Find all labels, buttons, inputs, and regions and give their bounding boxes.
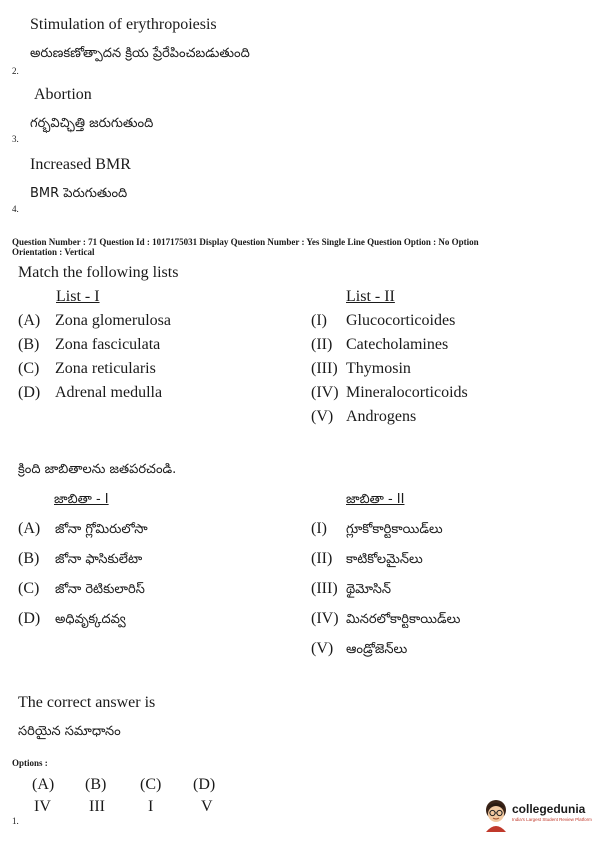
list1-key: (D) — [18, 384, 41, 401]
list1-key: (A) — [18, 312, 41, 329]
option-number: 1. — [12, 816, 19, 826]
list1-heading: List - I — [56, 288, 100, 305]
logo-name: collegedunia — [512, 802, 586, 816]
list1-key-te: (D) — [18, 610, 41, 627]
list2-item-te: ఆండ్రోజెన్‌లు — [346, 642, 408, 657]
student-mascot-icon — [482, 798, 510, 834]
list2-item-te: గ్లూకోకార్టికాయిడ్‌లు — [346, 522, 443, 537]
question-title-te: క్రింది జాబితాలను జతపరచండి. — [18, 462, 177, 477]
list1-item: Adrenal medulla — [55, 384, 163, 401]
option-value: V — [201, 798, 213, 815]
prev-option-number: 3. — [12, 134, 19, 144]
prev-option-en: Abortion — [34, 86, 92, 103]
options-label: Options : — [12, 758, 48, 768]
question-meta-line: Question Number : 71 Question Id : 1017175031 Display Question Number : Yes Single Line Question Option : No Option — [12, 237, 479, 247]
question-title: Match the following lists — [18, 264, 179, 281]
option-column-header: (D) — [193, 776, 216, 793]
list2-item-te: థైమోసిన్ — [346, 582, 391, 597]
list2-key-te: (III) — [311, 580, 338, 597]
list1-key-te: (B) — [18, 550, 40, 567]
list1-item: Zona fasciculata — [55, 336, 161, 353]
list1-key: (C) — [18, 360, 40, 377]
prev-option-te: BMR పెరుగుతుంది — [30, 186, 128, 201]
list2-key: (V) — [311, 408, 334, 425]
list2-item: Androgens — [346, 408, 417, 425]
list2-item: Catecholamines — [346, 336, 449, 353]
list2-key-te: (II) — [311, 550, 333, 567]
list2-item-te: కాటికోలమైన్‌లు — [346, 552, 423, 567]
list2-key: (I) — [311, 312, 327, 329]
option-value: I — [148, 798, 154, 815]
list2-key: (II) — [311, 336, 333, 353]
list1-key-te: (C) — [18, 580, 40, 597]
list1-item: Zona reticularis — [55, 360, 156, 377]
list2-key-te: (V) — [311, 640, 334, 657]
list2-item: Mineralocorticoids — [346, 384, 468, 401]
list2-key-te: (I) — [311, 520, 327, 537]
list2-key-te: (IV) — [311, 610, 339, 627]
list2-heading-te: జాబితా - II — [346, 492, 405, 507]
list2-heading: List - II — [346, 288, 395, 305]
question-meta-line: Orientation : Vertical — [12, 247, 95, 257]
list1-item-te: జోనా గ్లోమిరులోసా — [55, 522, 148, 537]
list1-key: (B) — [18, 336, 40, 353]
option-value: IV — [34, 798, 51, 815]
prev-option-te: అరుణకణోత్పాదన క్రియ ప్రేరేపించబడుతుంది — [30, 46, 250, 61]
answer-prompt-te: సరియైన సమాధానం — [18, 724, 121, 739]
option-value: III — [89, 798, 105, 815]
list1-key-te: (A) — [18, 520, 41, 537]
prev-option-te: గర్భవిచ్ఛిత్తి జరుగుతుంది — [30, 116, 154, 131]
list1-item-te: జోనా ఫాసికులేటా — [55, 552, 143, 567]
answer-prompt: The correct answer is — [18, 694, 156, 711]
list2-item: Glucocorticoides — [346, 312, 456, 329]
list2-key: (IV) — [311, 384, 339, 401]
prev-option-number: 4. — [12, 204, 19, 214]
prev-option-en: Increased BMR — [30, 156, 131, 173]
collegedunia-logo — [482, 796, 592, 836]
list1-heading-te: జాబితా - I — [54, 492, 109, 507]
list1-item-te: జోనా రెటికులారిస్ — [55, 582, 145, 597]
list2-item: Thymosin — [346, 360, 411, 377]
option-column-header: (B) — [85, 776, 107, 793]
option-column-header: (C) — [140, 776, 162, 793]
logo-tagline: India's Largest Student Review Platform — [512, 817, 592, 822]
prev-option-en: Stimulation of erythropoiesis — [30, 16, 217, 33]
list2-key: (III) — [311, 360, 338, 377]
list1-item: Zona glomerulosa — [55, 312, 171, 329]
list2-item-te: మినరలోకార్టికాయిడ్‌లు — [346, 612, 461, 627]
option-column-header: (A) — [32, 776, 55, 793]
list1-item-te: అధివృక్కదవ్వ — [55, 612, 126, 627]
prev-option-number: 2. — [12, 66, 19, 76]
